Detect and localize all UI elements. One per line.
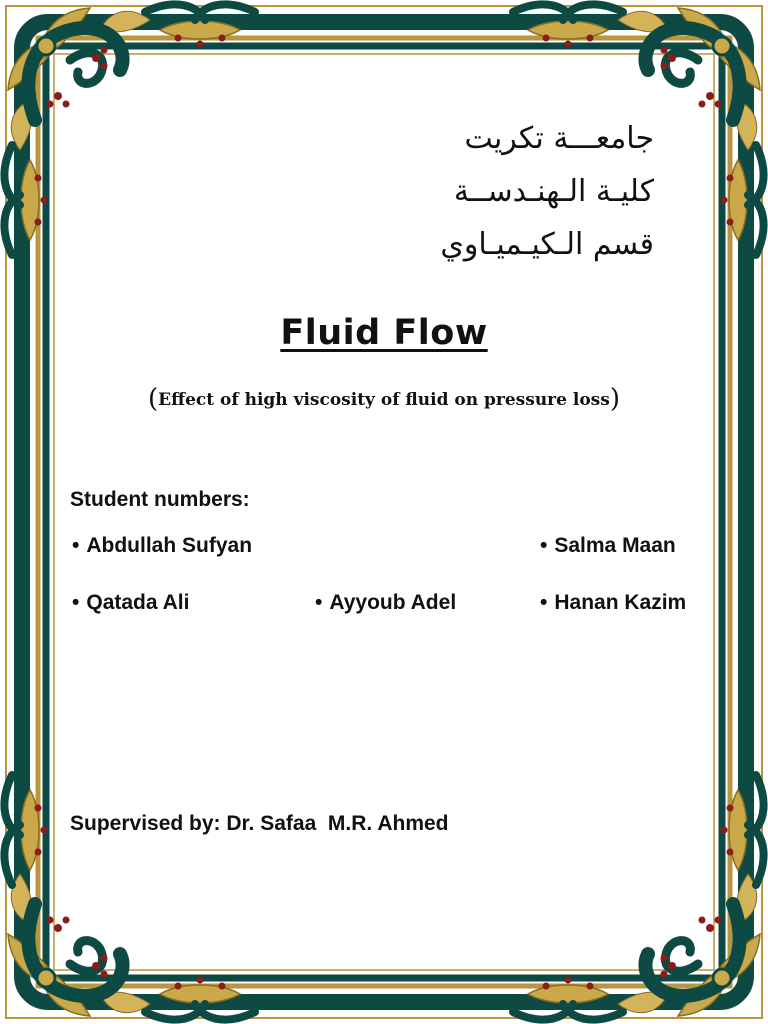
student-name: • Salma Maan bbox=[540, 534, 676, 558]
institution-header bbox=[234, 112, 654, 271]
report-title bbox=[0, 313, 768, 353]
subtitle-close-paren: ) bbox=[609, 384, 620, 414]
student-name: • Abdullah Sufyan bbox=[72, 534, 252, 558]
subtitle-open-paren: ( bbox=[148, 384, 159, 414]
college-name: كليـة الـهنـدســة bbox=[453, 174, 654, 209]
supervisor-line: Supervised by: Dr. Safaa M.R. Ahmed bbox=[70, 812, 449, 835]
department-name: قسم الـكيـميـاوي bbox=[440, 227, 654, 262]
student-name: • Hanan Kazim bbox=[540, 591, 686, 615]
report-title-text: Fluid Flow bbox=[280, 313, 488, 353]
university-name: جامعـــة تكريت bbox=[464, 121, 654, 156]
student-name: • Qatada Ali bbox=[72, 591, 189, 615]
students-heading: Student numbers: bbox=[70, 488, 250, 511]
student-name: • Ayyoub Adel bbox=[315, 591, 456, 615]
subtitle-text: Effect of high viscosity of fluid on pressure loss bbox=[158, 390, 610, 410]
report-subtitle bbox=[0, 384, 768, 414]
